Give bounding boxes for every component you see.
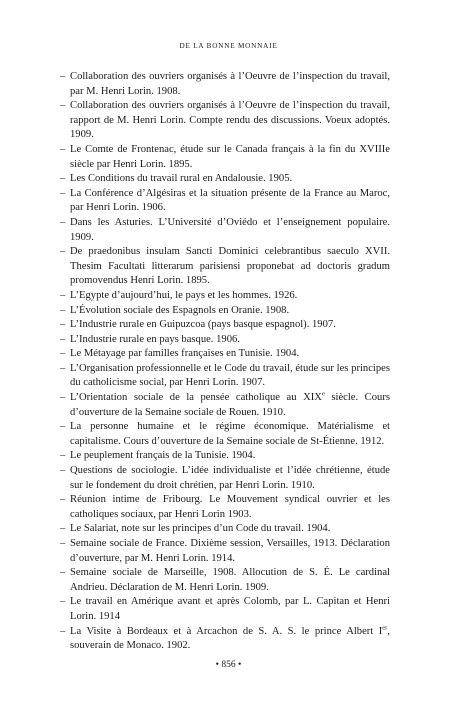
entry-dash: –	[60, 392, 66, 404]
bibliography-entry	[60, 464, 390, 493]
entry-dash: –	[60, 523, 66, 535]
entry-text: Le Métayage par familles françaises en Tunisie. 1904.	[70, 348, 300, 360]
entry-text: La Conférence d’Algésiras et la situation présente de la France au Maroc, par Henri Lorin. 1906.	[70, 187, 390, 214]
entry-dash: –	[60, 450, 66, 462]
entry-dash: –	[60, 173, 66, 185]
entry-text: Semaine sociale de France. Dixième session, Versailles, 1913. Déclaration d’ouverture, par M. Henri Lorin. 1914.	[70, 538, 390, 564]
entry-dash: –	[60, 625, 66, 637]
entry-text-part: siècle. Cours d’ouverture de la Semaine sociale de Rouen. 1910.	[70, 392, 390, 418]
bibliography-entry	[60, 493, 390, 522]
entry-text: L’Organisation professionnelle et le Code du travail, étude sur les principes du catholicisme social, par Henri Lorin. 1907.	[70, 362, 390, 389]
entry-text	[70, 626, 390, 652]
entry-dash: –	[60, 538, 66, 549]
entry-text: Le Salariat, note sur les principes d’un Code du travail. 1904.	[70, 523, 331, 535]
bibliography-entry	[60, 449, 390, 464]
bibliography-entry	[60, 362, 390, 391]
entry-text: Collaboration des ouvriers organisés à l’Oeuvre de l’inspection du travail, par M. Henri Lorin. 1908.	[70, 71, 390, 97]
bibliography-entry	[60, 347, 390, 362]
bibliography-entry	[60, 143, 390, 172]
running-head: DE LA BONNE MONNAIE	[179, 42, 278, 50]
entry-text: L’Évolution sociale des Espagnols en Oranie. 1908.	[70, 304, 290, 316]
entry-text: Dans les Asturies. L’Université d’Oviédo et l’enseignement populaire. 1909.	[70, 216, 390, 243]
entry-text: Réunion intime de Fribourg. Le Mouvement syndical ouvrier et les catholiques sociaux, par Henri Lorin 1903.	[70, 494, 390, 520]
entry-dash: –	[60, 348, 66, 360]
bibliography-entry	[60, 70, 390, 99]
bibliography-entry	[60, 187, 390, 216]
entry-text: Questions de sociologie. L’idée individualiste et l’idée chrétienne, étude sur le fondement du droit chrétien, par Henri Lorin. 1910.	[70, 465, 390, 491]
entry-dash: –	[60, 187, 66, 199]
entry-text: Les Conditions du travail rural en Andalousie. 1905.	[70, 173, 293, 185]
bibliography-entry	[60, 595, 390, 624]
bibliography-entry	[60, 289, 390, 304]
entry-text: Collaboration des ouvriers organisés à l’Oeuvre de l’inspection du travail, rapport de M. Henri Lorin. Compte rendu des discussions. Voeux adoptés. 1909.	[70, 100, 390, 141]
entry-text: Semaine sociale de Marseille, 1908. Allocution de S. É. Le cardinal Andrieu. Déclaration de M. Henri Lorin. 1909.	[70, 567, 390, 593]
entry-text-part: , souverain de Monaco. 1902.	[70, 625, 390, 652]
entry-dash: –	[60, 71, 66, 82]
bibliography-entry	[60, 216, 390, 245]
entry-text: L’Egypte d’aujourd’hui, le pays et les hommes. 1926.	[70, 289, 298, 301]
bibliography-entry	[60, 566, 390, 595]
entry-superscript: e	[321, 390, 325, 398]
bibliography-entry	[60, 420, 390, 449]
entry-text: De praedonibus insulam Sancti Dominici celebrantibus saeculo XVII. Thesim Facultati litterarum parisiensi proponebat ad doctoris gradum promovendus Henri Lorin. 1895.	[70, 246, 390, 287]
bibliography-entry	[60, 522, 390, 537]
entry-text-part: La Visite à Bordeaux et à Arcachon de S. A. S. le prince Albert I	[70, 625, 383, 637]
bibliography-entry	[60, 391, 390, 420]
bibliography-entry	[60, 625, 390, 654]
bibliography-entry	[60, 245, 390, 289]
entry-text-part: L’Orientation sociale de la pensée catholique au XIX	[70, 392, 322, 404]
entry-superscript: er	[382, 624, 388, 632]
entry-dash: –	[60, 362, 66, 374]
entry-dash: –	[60, 216, 66, 228]
entry-text: L’Industrie rurale en pays basque. 1906.	[70, 333, 240, 345]
entry-text	[70, 392, 390, 418]
entry-text: La personne humaine et le régime économique. Matérialisme et capitalisme. Cours d’ouverture de la Semaine sociale de St-Étienne. 1912.	[70, 421, 390, 447]
entry-text: Le travail en Amérique avant et après Colomb, par L. Capitan et Henri Lorin. 1914	[70, 596, 390, 622]
entry-dash: –	[60, 319, 66, 331]
entry-dash: –	[60, 596, 66, 608]
bibliography-entry	[60, 318, 390, 333]
entry-dash: –	[60, 465, 66, 477]
entry-text: Le Comte de Frontenac, étude sur le Canada français à la fin du XVIIIe siècle par Henri Lorin. 1895.	[70, 143, 390, 170]
entry-dash: –	[60, 304, 66, 316]
page-number: • 856 •	[215, 660, 242, 670]
entry-dash: –	[60, 143, 66, 155]
bibliography-list	[60, 70, 390, 654]
entry-text: L’Industrie rurale en Guipuzcoa (pays basque espagnol). 1907.	[70, 319, 336, 331]
entry-dash: –	[60, 100, 66, 112]
entry-dash: –	[60, 333, 66, 345]
bibliography-entry	[60, 537, 390, 566]
bibliography-entry	[60, 304, 390, 319]
entry-dash: –	[60, 289, 66, 301]
entry-dash: –	[60, 246, 66, 258]
entry-dash: –	[60, 567, 66, 579]
entry-text: Le peuplement français de la Tunisie. 1904.	[70, 450, 256, 462]
bibliography-entry	[60, 172, 390, 187]
bibliography-entry	[60, 99, 390, 143]
bibliography-entry	[60, 333, 390, 348]
entry-dash: –	[60, 421, 66, 433]
entry-dash: –	[60, 494, 66, 506]
